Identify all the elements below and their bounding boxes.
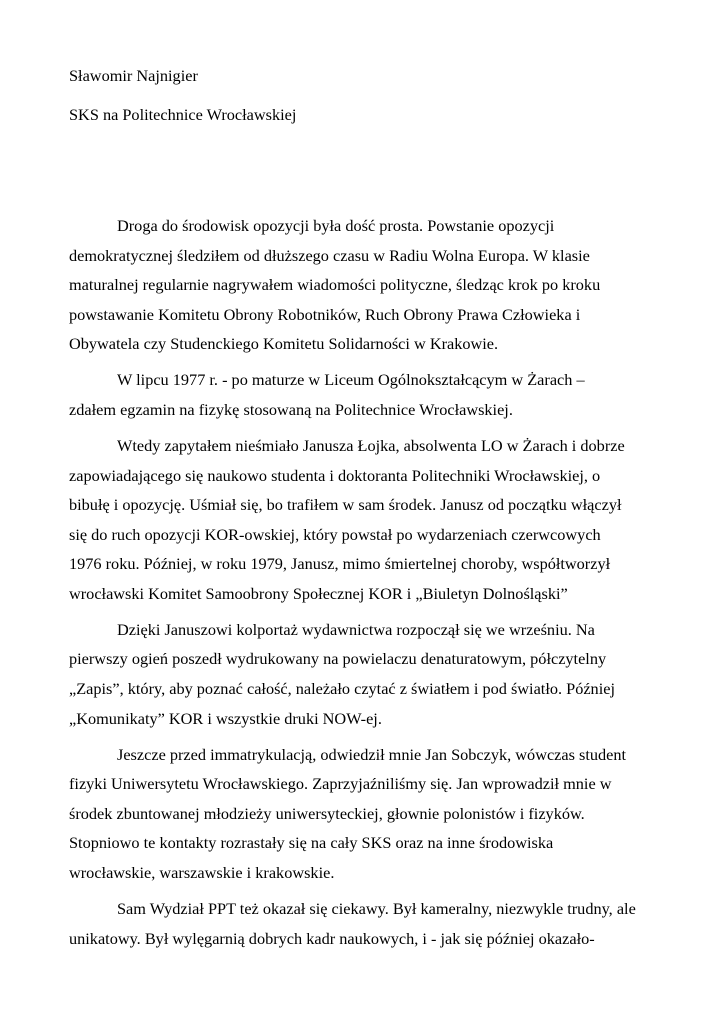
paragraph-line: 1976 roku. Później, w roku 1979, Janusz, mimo śmiertelnej choroby, współtworzył: [69, 554, 611, 574]
paragraph-line: maturalnej regularnie nagrywałem wiadomości polityczne, śledząc krok po kroku: [69, 275, 601, 295]
document-body: [69, 211, 645, 953]
paragraph-line: „Zapis”, który, aby poznać całość, należało czytać z światłem i pod światło. Później: [69, 679, 615, 699]
paragraph-5: [69, 740, 645, 888]
paragraph-line: wrocławskie, warszawskie i krakowskie.: [69, 863, 335, 883]
paragraph-4: [69, 615, 645, 733]
paragraph-line: Wtedy zapytałem nieśmiało Janusza Łojka, absolwenta LO w Żarach i dobrze: [117, 435, 625, 455]
paragraph-line: demokratycznej śledziłem od dłuższego czasu w Radiu Wolna Europa. W klasie: [69, 245, 590, 265]
paragraph-line: Obywatela czy Studenckiego Komitetu Solidarności w Krakowie.: [69, 334, 499, 354]
paragraph-line: „Komunikaty” KOR i wszystkie druki NOW-ej.: [69, 708, 382, 728]
paragraph-line: zdałem egzamin na fizykę stosowaną na Politechnice Wrocławskiej.: [69, 399, 513, 419]
paragraph-line: powstawanie Komitetu Obrony Robotników, Ruch Obrony Prawa Człowieka i: [69, 304, 581, 324]
paragraph-line: Dzięki Januszowi kolportaż wydawnictwa rozpoczął się we wrześniu. Na: [117, 619, 595, 639]
paragraph-line: W lipcu 1977 r. - po maturze w Liceum Ogólnokształcącym w Żarach –: [117, 370, 585, 390]
paragraph-6: [69, 894, 645, 953]
author-name: Sławomir Najnigier: [69, 66, 198, 85]
paragraph-line: unikatowy. Był wylęgarnią dobrych kadr naukowych, i - jak się później okazało-: [69, 928, 595, 948]
paragraph-line: się do ruch opozycji KOR-owskiej, który powstał po wydarzeniach czerwcowych: [69, 524, 601, 544]
document-subtitle: SKS na Politechnice Wrocławskiej: [69, 105, 297, 124]
paragraph-line: bibułę i opozycję. Uśmiał się, bo trafiłem w sam środek. Janusz od początku włączył: [69, 495, 622, 515]
paragraph-line: fizyki Uniwersytetu Wrocławskiego. Zaprzyjaźniliśmy się. Jan wprowadził mnie w: [69, 774, 612, 794]
paragraph-line: Jeszcze przed immatrykulacją, odwiedził mnie Jan Sobczyk, wówczas student: [117, 744, 627, 764]
paragraph-line: środek zbuntowanej młodzieży uniwersyteckiej, głownie polonistów i fizyków.: [69, 803, 585, 823]
paragraph-line: wrocławski Komitet Samoobrony Społecznej KOR i „Biuletyn Dolnośląski”: [69, 583, 568, 603]
paragraph-3: [69, 431, 645, 609]
paragraph-line: pierwszy ogień poszedł wydrukowany na powielaczu denaturatowym, półczytelny: [69, 649, 607, 669]
paragraph-1: [69, 211, 645, 359]
paragraph-line: Droga do środowisk opozycji była dość prosta. Powstanie opozycji: [117, 216, 555, 235]
paragraph-line: Sam Wydział PPT też okazał się ciekawy. Był kameralny, niezwykle trudny, ale: [117, 899, 636, 919]
paragraph-line: zapowiadającego się naukowo studenta i doktoranta Politechniki Wrocławskiej, o: [69, 465, 601, 485]
paragraph-2: [69, 365, 645, 424]
paragraph-line: Stopniowo te kontakty rozrastały się na cały SKS oraz na inne środowiska: [69, 833, 554, 853]
